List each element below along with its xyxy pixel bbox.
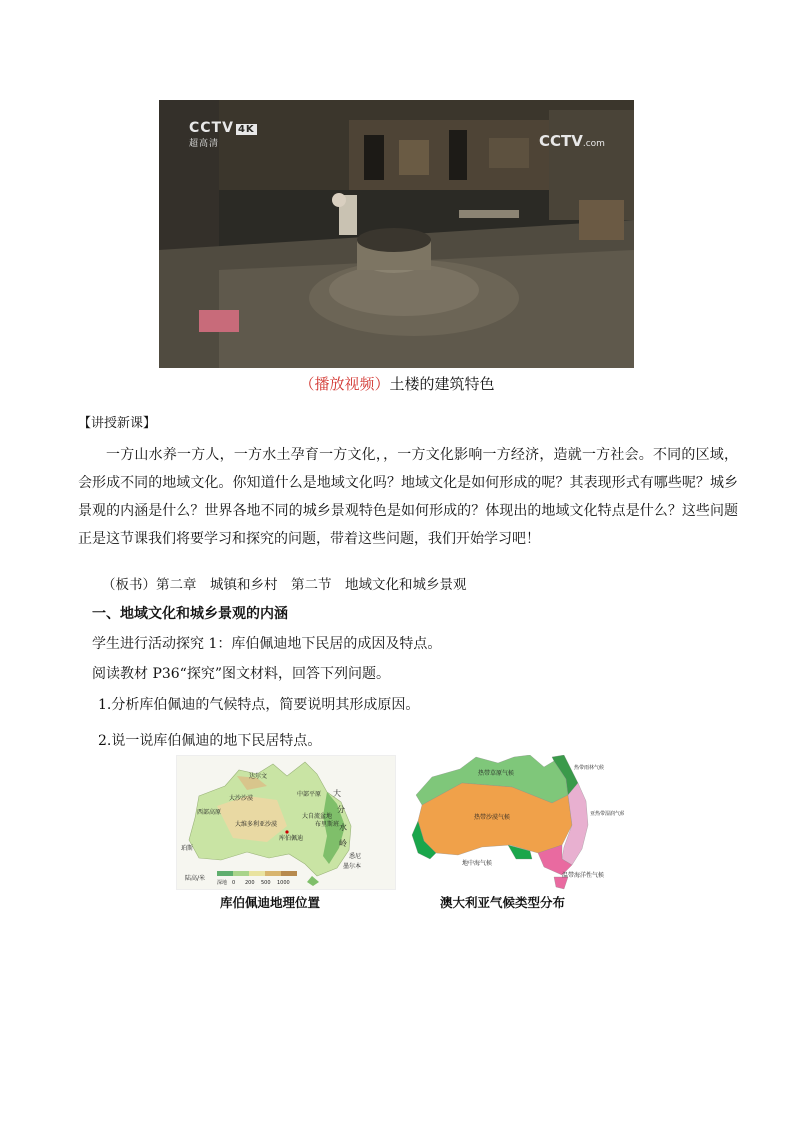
board-line: （板书）第二章 城镇和乡村 第二节 地域文化和城乡景观 — [102, 577, 467, 593]
label-perth: 珀斯 — [181, 845, 194, 852]
label-mediterranean: 地中海气候 — [462, 860, 493, 867]
cctv4k-logo: CCTV 4K 超高清 — [189, 120, 255, 149]
label-melbourne: 墨尔本 — [343, 863, 362, 870]
label-range-3: 水 — [339, 823, 347, 832]
legend-tick: 0 — [232, 880, 236, 886]
label-desert: 热带沙漠气候 — [474, 814, 511, 821]
label-rainforest: 热带雨林气候 — [574, 765, 605, 771]
coober-pedy-location-map — [176, 755, 396, 890]
australia-topo-map — [177, 756, 395, 889]
label-subtropical: 亚热带湿润气候 — [590, 811, 624, 817]
label-range-1: 大 — [333, 789, 341, 798]
label-sydney: 悉尼 — [349, 853, 362, 860]
climate-zones-svg — [402, 755, 624, 892]
label-darwin: 达尔文 — [249, 773, 268, 780]
legend-tick: 深地 — [217, 880, 228, 886]
reading-line: 阅读教材 P36“探究”图文材料，回答下列问题。 — [92, 666, 390, 682]
heading-1: 一、地域文化和城乡景观的内涵 — [92, 606, 288, 622]
question-1: 1.分析库伯佩迪的气候特点，简要说明其形成原因。 — [98, 697, 420, 713]
section-tag: 【讲授新课】 — [78, 416, 157, 431]
label-maritime: 温带海洋性气候 — [562, 872, 605, 879]
legend-tick: 200 — [245, 880, 255, 886]
video-caption: （播放视频）土楼的建筑特色 — [299, 375, 495, 393]
question-2: 2.说一说库伯佩迪的地下民居特点。 — [98, 733, 322, 749]
label-great-sandy: 大沙沙漠 — [229, 795, 254, 802]
label-range-4: 岭 — [339, 839, 347, 848]
label-west-plateau: 西部高原 — [197, 809, 222, 816]
activity-line: 学生进行活动探究 1：库伯佩迪地下民居的成因及特点。 — [92, 636, 442, 652]
label-central: 中部平原 — [297, 791, 322, 798]
label-brisbane: 布里斯班 — [315, 821, 340, 828]
coober-pedy-marker — [285, 830, 288, 833]
legend-tick: 1000 — [277, 880, 290, 886]
legend-title: 陆高/米 — [185, 875, 206, 882]
play-video-label: 播放视频 — [314, 375, 375, 393]
cctv-com-logo: CCTV.com — [539, 132, 605, 150]
label-range-2: 分 — [337, 805, 345, 814]
label-great-victoria: 大维多利亚沙漠 — [235, 821, 278, 828]
label-savanna: 热带草原气候 — [478, 770, 515, 777]
tulou-video-still — [159, 100, 634, 368]
label-coober-pedy: 库伯佩迪 — [279, 835, 304, 842]
intro-paragraph: 一方山水养一方人，一方水土孕育一方文化，，一方文化影响一方经济，造就一方社会。不同的区域，会形成不同的地域文化。你知道什么是地域文化吗？地域文化是如何形成的呢？其表现形式有哪些呢？城乡景观的内涵是什么？世界各地不同的城乡景观特色是如何形成的？体现出的地域文化特点是什么？这些问题正是这节课我们将要学习和探究的问题，带着这些问题，我们开始学习吧！ — [78, 447, 738, 547]
map2-caption: 澳大利亚气候类型分布 — [440, 895, 566, 910]
legend-tick: 500 — [261, 880, 271, 886]
australia-climate-map — [402, 755, 624, 892]
label-basin: 大自流盆地 — [302, 813, 333, 820]
map1-caption: 库伯佩迪地理位置 — [220, 895, 321, 910]
